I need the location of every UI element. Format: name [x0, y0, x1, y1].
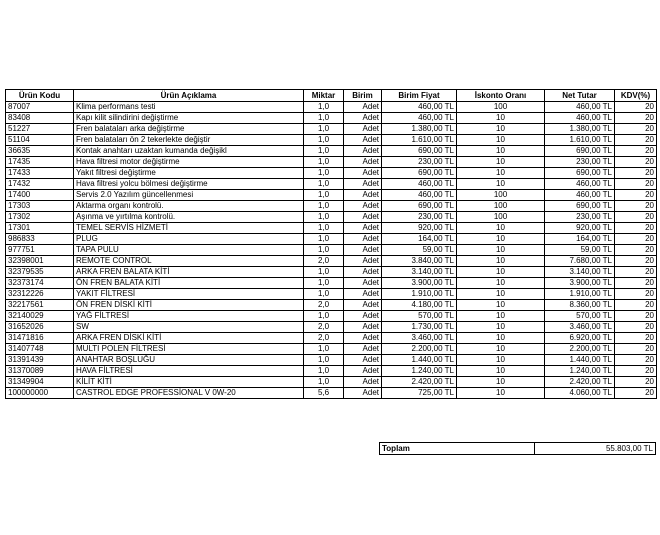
cell-birim: Adet: [344, 102, 382, 113]
cell-net-tutar: 920,00 TL: [545, 223, 615, 234]
cell-iskonto-orani: 10: [457, 300, 545, 311]
cell-birim: Adet: [344, 168, 382, 179]
table-row: [6, 366, 657, 377]
cell-urun-aciklama: HAVA FİLTRESİ: [74, 366, 304, 377]
cell-iskonto-orani: 10: [457, 278, 545, 289]
cell-urun-aciklama: Kapı kilit silindirini değiştirme: [74, 113, 304, 124]
cell-kdv: 20: [615, 201, 657, 212]
items-table: [5, 89, 657, 399]
cell-urun-kodu: 17301: [6, 223, 74, 234]
cell-net-tutar: 6.920,00 TL: [545, 333, 615, 344]
cell-miktar: 1,0: [304, 179, 344, 190]
cell-urun-kodu: 32312226: [6, 289, 74, 300]
cell-iskonto-orani: 10: [457, 267, 545, 278]
cell-iskonto-orani: 10: [457, 179, 545, 190]
cell-birim: Adet: [344, 278, 382, 289]
cell-urun-kodu: 17432: [6, 179, 74, 190]
cell-birim-fiyat: 460,00 TL: [382, 102, 457, 113]
cell-miktar: 1,0: [304, 234, 344, 245]
cell-urun-kodu: 83408: [6, 113, 74, 124]
cell-urun-aciklama: ARKA FREN BALATA KİTİ: [74, 267, 304, 278]
cell-birim: Adet: [344, 322, 382, 333]
cell-birim: Adet: [344, 201, 382, 212]
header-kdv: KDV(%): [615, 90, 657, 102]
total-row: [380, 443, 656, 455]
cell-miktar: 1,0: [304, 289, 344, 300]
cell-miktar: 2,0: [304, 333, 344, 344]
cell-birim: Adet: [344, 124, 382, 135]
cell-birim-fiyat: 230,00 TL: [382, 212, 457, 223]
cell-net-tutar: 3.460,00 TL: [545, 322, 615, 333]
cell-miktar: 1,0: [304, 311, 344, 322]
cell-birim: Adet: [344, 344, 382, 355]
cell-net-tutar: 570,00 TL: [545, 311, 615, 322]
cell-urun-aciklama: ARKA FREN DİSKİ KİTİ: [74, 333, 304, 344]
cell-birim: Adet: [344, 212, 382, 223]
cell-urun-kodu: 51104: [6, 135, 74, 146]
table-row: [6, 102, 657, 113]
cell-urun-aciklama: Fren balataları ön 2 tekerlekte değiştir: [74, 135, 304, 146]
cell-birim: Adet: [344, 135, 382, 146]
cell-birim-fiyat: 920,00 TL: [382, 223, 457, 234]
cell-kdv: 20: [615, 355, 657, 366]
cell-kdv: 20: [615, 124, 657, 135]
cell-birim: Adet: [344, 146, 382, 157]
cell-miktar: 2,0: [304, 300, 344, 311]
cell-birim: Adet: [344, 289, 382, 300]
cell-urun-kodu: 31652026: [6, 322, 74, 333]
cell-iskonto-orani: 10: [457, 256, 545, 267]
header-net-tutar: Net Tutar: [545, 90, 615, 102]
table-row: [6, 113, 657, 124]
cell-urun-kodu: 31391439: [6, 355, 74, 366]
cell-iskonto-orani: 10: [457, 366, 545, 377]
table-header-row: [6, 90, 657, 102]
cell-iskonto-orani: 10: [457, 135, 545, 146]
cell-birim-fiyat: 1.380,00 TL: [382, 124, 457, 135]
cell-birim-fiyat: 460,00 TL: [382, 190, 457, 201]
cell-birim-fiyat: 690,00 TL: [382, 168, 457, 179]
cell-urun-kodu: 32379535: [6, 267, 74, 278]
cell-net-tutar: 2.420,00 TL: [545, 377, 615, 388]
cell-iskonto-orani: 10: [457, 245, 545, 256]
cell-birim: Adet: [344, 223, 382, 234]
cell-urun-kodu: 31407748: [6, 344, 74, 355]
cell-birim-fiyat: 1.440,00 TL: [382, 355, 457, 366]
header-urun-kodu: Ürün Kodu: [6, 90, 74, 102]
cell-net-tutar: 230,00 TL: [545, 212, 615, 223]
cell-urun-aciklama: Klima performans testi: [74, 102, 304, 113]
table-row: [6, 355, 657, 366]
cell-kdv: 20: [615, 223, 657, 234]
cell-net-tutar: 3.900,00 TL: [545, 278, 615, 289]
cell-iskonto-orani: 100: [457, 190, 545, 201]
cell-iskonto-orani: 10: [457, 311, 545, 322]
cell-net-tutar: 1.440,00 TL: [545, 355, 615, 366]
cell-birim-fiyat: 1.240,00 TL: [382, 366, 457, 377]
cell-birim: Adet: [344, 388, 382, 399]
cell-net-tutar: 690,00 TL: [545, 201, 615, 212]
total-label: Toplam: [380, 443, 535, 455]
cell-urun-kodu: 31471816: [6, 333, 74, 344]
cell-miktar: 5,6: [304, 388, 344, 399]
cell-iskonto-orani: 10: [457, 234, 545, 245]
cell-iskonto-orani: 10: [457, 355, 545, 366]
cell-iskonto-orani: 10: [457, 388, 545, 399]
cell-kdv: 20: [615, 212, 657, 223]
cell-miktar: 1,0: [304, 102, 344, 113]
cell-birim: Adet: [344, 245, 382, 256]
table-row: [6, 333, 657, 344]
cell-net-tutar: 164,00 TL: [545, 234, 615, 245]
cell-birim: Adet: [344, 377, 382, 388]
cell-kdv: 20: [615, 256, 657, 267]
cell-urun-kodu: 51227: [6, 124, 74, 135]
cell-miktar: 1,0: [304, 278, 344, 289]
cell-miktar: 2,0: [304, 322, 344, 333]
cell-miktar: 1,0: [304, 267, 344, 278]
cell-birim-fiyat: 2.200,00 TL: [382, 344, 457, 355]
cell-kdv: 20: [615, 157, 657, 168]
cell-urun-kodu: 32140029: [6, 311, 74, 322]
cell-birim-fiyat: 230,00 TL: [382, 157, 457, 168]
cell-urun-kodu: 31349904: [6, 377, 74, 388]
cell-iskonto-orani: 10: [457, 333, 545, 344]
table-row: [6, 157, 657, 168]
cell-iskonto-orani: 10: [457, 113, 545, 124]
cell-net-tutar: 460,00 TL: [545, 102, 615, 113]
cell-net-tutar: 690,00 TL: [545, 168, 615, 179]
cell-birim: Adet: [344, 157, 382, 168]
cell-birim-fiyat: 3.840,00 TL: [382, 256, 457, 267]
cell-miktar: 1,0: [304, 135, 344, 146]
table-row: [6, 267, 657, 278]
cell-net-tutar: 8.360,00 TL: [545, 300, 615, 311]
cell-birim-fiyat: 3.140,00 TL: [382, 267, 457, 278]
cell-net-tutar: 7.680,00 TL: [545, 256, 615, 267]
cell-kdv: 20: [615, 300, 657, 311]
header-urun-aciklama: Ürün Açıklama: [74, 90, 304, 102]
cell-iskonto-orani: 100: [457, 201, 545, 212]
table-row: [6, 388, 657, 399]
cell-urun-aciklama: ÖN FREN DİSKİ KİTİ: [74, 300, 304, 311]
cell-urun-kodu: 17433: [6, 168, 74, 179]
cell-net-tutar: 230,00 TL: [545, 157, 615, 168]
header-miktar: Miktar: [304, 90, 344, 102]
cell-kdv: 20: [615, 234, 657, 245]
cell-iskonto-orani: 10: [457, 146, 545, 157]
items-table-body: [6, 102, 657, 399]
cell-urun-aciklama: ÖN FREN BALATA KİTİ: [74, 278, 304, 289]
cell-urun-kodu: 31370089: [6, 366, 74, 377]
cell-urun-aciklama: Hava filtresi yolcu bölmesi değiştirme: [74, 179, 304, 190]
header-iskonto-orani: İskonto Oranı: [457, 90, 545, 102]
cell-kdv: 20: [615, 333, 657, 344]
table-row: [6, 278, 657, 289]
cell-birim-fiyat: 690,00 TL: [382, 201, 457, 212]
cell-birim-fiyat: 2.420,00 TL: [382, 377, 457, 388]
cell-iskonto-orani: 10: [457, 124, 545, 135]
cell-kdv: 20: [615, 190, 657, 201]
cell-birim-fiyat: 1.610,00 TL: [382, 135, 457, 146]
table-row: [6, 179, 657, 190]
header-birim-fiyat: Birim Fiyat: [382, 90, 457, 102]
cell-kdv: 20: [615, 102, 657, 113]
cell-urun-kodu: 17435: [6, 157, 74, 168]
cell-miktar: 1,0: [304, 124, 344, 135]
cell-urun-aciklama: YAKIT FİLTRESİ: [74, 289, 304, 300]
cell-iskonto-orani: 100: [457, 102, 545, 113]
cell-net-tutar: 1.610,00 TL: [545, 135, 615, 146]
cell-urun-kodu: 17303: [6, 201, 74, 212]
cell-urun-kodu: 986833: [6, 234, 74, 245]
cell-urun-aciklama: ANAHTAR BOŞLUĞU: [74, 355, 304, 366]
cell-urun-aciklama: YAĞ FİLTRESİ: [74, 311, 304, 322]
cell-urun-aciklama: Servis 2.0 Yazılım güncellenmesi: [74, 190, 304, 201]
cell-birim: Adet: [344, 234, 382, 245]
cell-net-tutar: 2.200,00 TL: [545, 344, 615, 355]
cell-kdv: 20: [615, 289, 657, 300]
header-birim: Birim: [344, 90, 382, 102]
cell-birim-fiyat: 3.900,00 TL: [382, 278, 457, 289]
cell-birim: Adet: [344, 113, 382, 124]
cell-urun-aciklama: SW: [74, 322, 304, 333]
cell-kdv: 20: [615, 311, 657, 322]
table-row: [6, 289, 657, 300]
total-box: [379, 442, 656, 455]
cell-birim-fiyat: 59,00 TL: [382, 245, 457, 256]
cell-miktar: 1,0: [304, 157, 344, 168]
table-row: [6, 124, 657, 135]
table-row: [6, 300, 657, 311]
cell-miktar: 1,0: [304, 223, 344, 234]
invoice-items-sheet: [5, 89, 656, 399]
cell-iskonto-orani: 10: [457, 344, 545, 355]
cell-iskonto-orani: 10: [457, 322, 545, 333]
cell-urun-aciklama: TEMEL SERVİS HİZMETİ: [74, 223, 304, 234]
cell-urun-aciklama: PLUG: [74, 234, 304, 245]
table-row: [6, 322, 657, 333]
cell-urun-aciklama: Hava filtresi motor değiştirme: [74, 157, 304, 168]
cell-miktar: 1,0: [304, 355, 344, 366]
cell-birim-fiyat: 460,00 TL: [382, 179, 457, 190]
cell-net-tutar: 1.240,00 TL: [545, 366, 615, 377]
cell-birim-fiyat: 3.460,00 TL: [382, 333, 457, 344]
cell-birim-fiyat: 460,00 TL: [382, 113, 457, 124]
cell-urun-aciklama: CASTROL EDGE PROFESSİONAL V 0W-20: [74, 388, 304, 399]
cell-miktar: 1,0: [304, 344, 344, 355]
table-row: [6, 146, 657, 157]
cell-urun-kodu: 36635: [6, 146, 74, 157]
cell-urun-kodu: 32217561: [6, 300, 74, 311]
cell-net-tutar: 4.060,00 TL: [545, 388, 615, 399]
cell-urun-aciklama: Kontak anahtarı uzaktan kumanda değişikl: [74, 146, 304, 157]
cell-miktar: 1,0: [304, 201, 344, 212]
total-value: 55.803,00 TL: [535, 443, 656, 455]
cell-kdv: 20: [615, 113, 657, 124]
table-row: [6, 190, 657, 201]
cell-kdv: 20: [615, 168, 657, 179]
table-row: [6, 212, 657, 223]
cell-urun-kodu: 977751: [6, 245, 74, 256]
cell-urun-aciklama: TAPA PULU: [74, 245, 304, 256]
table-row: [6, 256, 657, 267]
cell-kdv: 20: [615, 146, 657, 157]
cell-iskonto-orani: 10: [457, 168, 545, 179]
cell-birim-fiyat: 4.180,00 TL: [382, 300, 457, 311]
cell-birim-fiyat: 690,00 TL: [382, 146, 457, 157]
cell-kdv: 20: [615, 322, 657, 333]
cell-miktar: 1,0: [304, 377, 344, 388]
cell-birim-fiyat: 725,00 TL: [382, 388, 457, 399]
cell-urun-kodu: 32398001: [6, 256, 74, 267]
cell-kdv: 20: [615, 267, 657, 278]
cell-net-tutar: 460,00 TL: [545, 190, 615, 201]
cell-iskonto-orani: 10: [457, 377, 545, 388]
table-row: [6, 168, 657, 179]
cell-miktar: 1,0: [304, 113, 344, 124]
cell-urun-aciklama: Fren balataları arka değiştirme: [74, 124, 304, 135]
cell-urun-aciklama: KİLİT KİTİ: [74, 377, 304, 388]
cell-miktar: 1,0: [304, 168, 344, 179]
cell-urun-aciklama: Yakıt filtresi değiştirme: [74, 168, 304, 179]
cell-birim: Adet: [344, 311, 382, 322]
cell-urun-aciklama: Aktarma organı kontrolü.: [74, 201, 304, 212]
table-row: [6, 344, 657, 355]
cell-miktar: 1,0: [304, 212, 344, 223]
table-row: [6, 223, 657, 234]
cell-kdv: 20: [615, 377, 657, 388]
cell-birim: Adet: [344, 179, 382, 190]
table-row: [6, 245, 657, 256]
cell-net-tutar: 460,00 TL: [545, 179, 615, 190]
cell-net-tutar: 460,00 TL: [545, 113, 615, 124]
cell-iskonto-orani: 10: [457, 157, 545, 168]
cell-urun-aciklama: Aşınma ve yırtılma kontrolü.: [74, 212, 304, 223]
table-row: [6, 201, 657, 212]
cell-urun-kodu: 87007: [6, 102, 74, 113]
cell-birim-fiyat: 164,00 TL: [382, 234, 457, 245]
table-row: [6, 377, 657, 388]
cell-birim: Adet: [344, 355, 382, 366]
cell-birim: Adet: [344, 300, 382, 311]
cell-miktar: 1,0: [304, 146, 344, 157]
cell-net-tutar: 3.140,00 TL: [545, 267, 615, 278]
cell-miktar: 1,0: [304, 245, 344, 256]
cell-birim: Adet: [344, 267, 382, 278]
cell-miktar: 1,0: [304, 366, 344, 377]
cell-urun-kodu: 17400: [6, 190, 74, 201]
cell-kdv: 20: [615, 388, 657, 399]
cell-urun-aciklama: MULTI POLEN FİLTRESİ: [74, 344, 304, 355]
cell-urun-aciklama: REMOTE CONTROL: [74, 256, 304, 267]
table-row: [6, 135, 657, 146]
cell-iskonto-orani: 10: [457, 289, 545, 300]
cell-urun-kodu: 32373174: [6, 278, 74, 289]
cell-urun-kodu: 100000000: [6, 388, 74, 399]
cell-birim: Adet: [344, 333, 382, 344]
cell-iskonto-orani: 100: [457, 212, 545, 223]
cell-kdv: 20: [615, 366, 657, 377]
cell-iskonto-orani: 10: [457, 223, 545, 234]
cell-birim: Adet: [344, 366, 382, 377]
cell-kdv: 20: [615, 135, 657, 146]
cell-birim-fiyat: 570,00 TL: [382, 311, 457, 322]
cell-miktar: 2,0: [304, 256, 344, 267]
cell-net-tutar: 1.910,00 TL: [545, 289, 615, 300]
cell-urun-kodu: 17302: [6, 212, 74, 223]
cell-net-tutar: 690,00 TL: [545, 146, 615, 157]
cell-kdv: 20: [615, 344, 657, 355]
table-row: [6, 234, 657, 245]
cell-kdv: 20: [615, 245, 657, 256]
cell-birim: Adet: [344, 190, 382, 201]
cell-birim-fiyat: 1.910,00 TL: [382, 289, 457, 300]
cell-kdv: 20: [615, 179, 657, 190]
cell-kdv: 20: [615, 278, 657, 289]
table-row: [6, 311, 657, 322]
cell-birim-fiyat: 1.730,00 TL: [382, 322, 457, 333]
cell-net-tutar: 1.380,00 TL: [545, 124, 615, 135]
cell-net-tutar: 59,00 TL: [545, 245, 615, 256]
cell-miktar: 1,0: [304, 190, 344, 201]
cell-birim: Adet: [344, 256, 382, 267]
